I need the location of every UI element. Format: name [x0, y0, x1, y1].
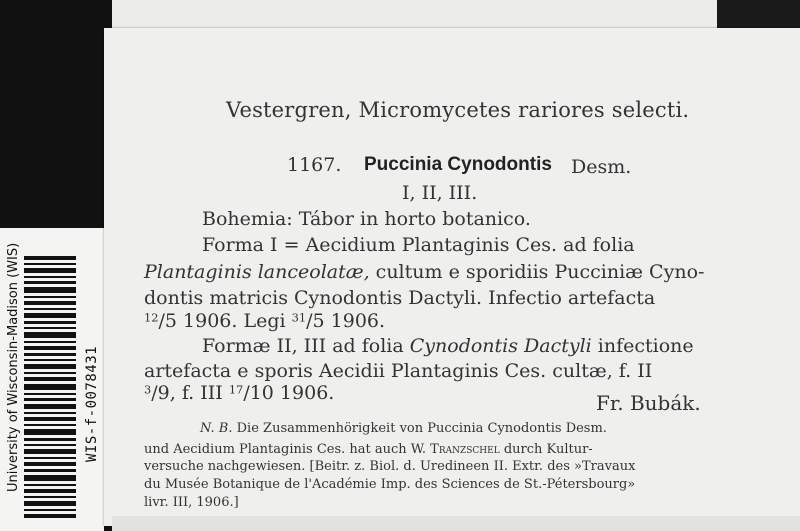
host-name: Plantaginis lanceolatæ, — [144, 261, 370, 283]
text-segment: /9, f. III — [151, 382, 229, 404]
text-segment: /5 1906. Legi — [158, 310, 292, 332]
species-author: Desm. — [571, 156, 632, 178]
text-segment: infectione — [591, 335, 694, 357]
text-line: Forma I = Aecidium Plantaginis Ces. ad folia — [202, 234, 635, 256]
species-name: Puccinia Cynodontis — [364, 154, 552, 175]
series-title: Vestergren, Micromycetes rariores selecti. — [226, 98, 690, 122]
date-line — [144, 382, 334, 404]
spore-stages: I, II, III. — [402, 182, 478, 204]
text-segment: Formæ II, III ad folia — [202, 335, 410, 357]
text-segment: durch Kultur- — [499, 442, 593, 457]
label-bottom-edge — [112, 516, 800, 531]
note-line: versuche nachgewiesen. [Beitr. z. Biol. d. Uredineen II. Extr. des »Travaux — [144, 459, 636, 474]
note-line — [200, 421, 607, 436]
institution-text: University of Wisconsin-Madison (WIS) — [6, 242, 21, 492]
text-segment: /5 1906. — [306, 310, 386, 332]
date-superscript: 31 — [291, 310, 307, 325]
locality-line: Bohemia: Tábor in horto botanico. — [202, 208, 531, 230]
exsiccata-number: 1167. — [287, 154, 342, 176]
barcode-icon — [24, 256, 76, 518]
note-line: du Musée Botanique de l'Académie Imp. des Sciences de St.-Pétersbourg» — [144, 477, 636, 492]
text-segment: /10 1906. — [243, 382, 335, 404]
collector-name: Fr. Bubák. — [596, 391, 701, 415]
date-line — [144, 310, 385, 332]
person-name: Tranzschel — [430, 442, 500, 457]
note-line — [144, 442, 593, 457]
date-superscript: 12 — [144, 310, 159, 325]
note-marker: N. B. — [200, 421, 233, 436]
note-line: livr. III, 1906.] — [144, 495, 239, 510]
text-segment: cultum e sporidiis Pucciniæ Cyno- — [369, 261, 705, 283]
date-superscript: 17 — [228, 382, 244, 397]
text-line — [144, 261, 704, 283]
underlying-label — [112, 0, 717, 30]
text-line: artefacta e sporis Aecidii Plantaginis Ces. cultæ, f. II — [144, 360, 653, 382]
date-superscript: 3 — [144, 382, 152, 397]
text-segment: Die Zusammenhörigkeit von Puccinia Cynodontis Desm. — [232, 421, 607, 436]
text-line — [202, 335, 694, 357]
text-segment: und Aecidium Plantaginis Ces. hat auch W. — [144, 442, 431, 457]
host-name: Cynodontis Dactyli — [409, 335, 592, 357]
specimen-id: WIS-f-0078431 — [84, 345, 100, 462]
background-shadow — [717, 0, 800, 30]
text-line: dontis matricis Cynodontis Dactyli. Infectio artefacta — [144, 287, 656, 309]
